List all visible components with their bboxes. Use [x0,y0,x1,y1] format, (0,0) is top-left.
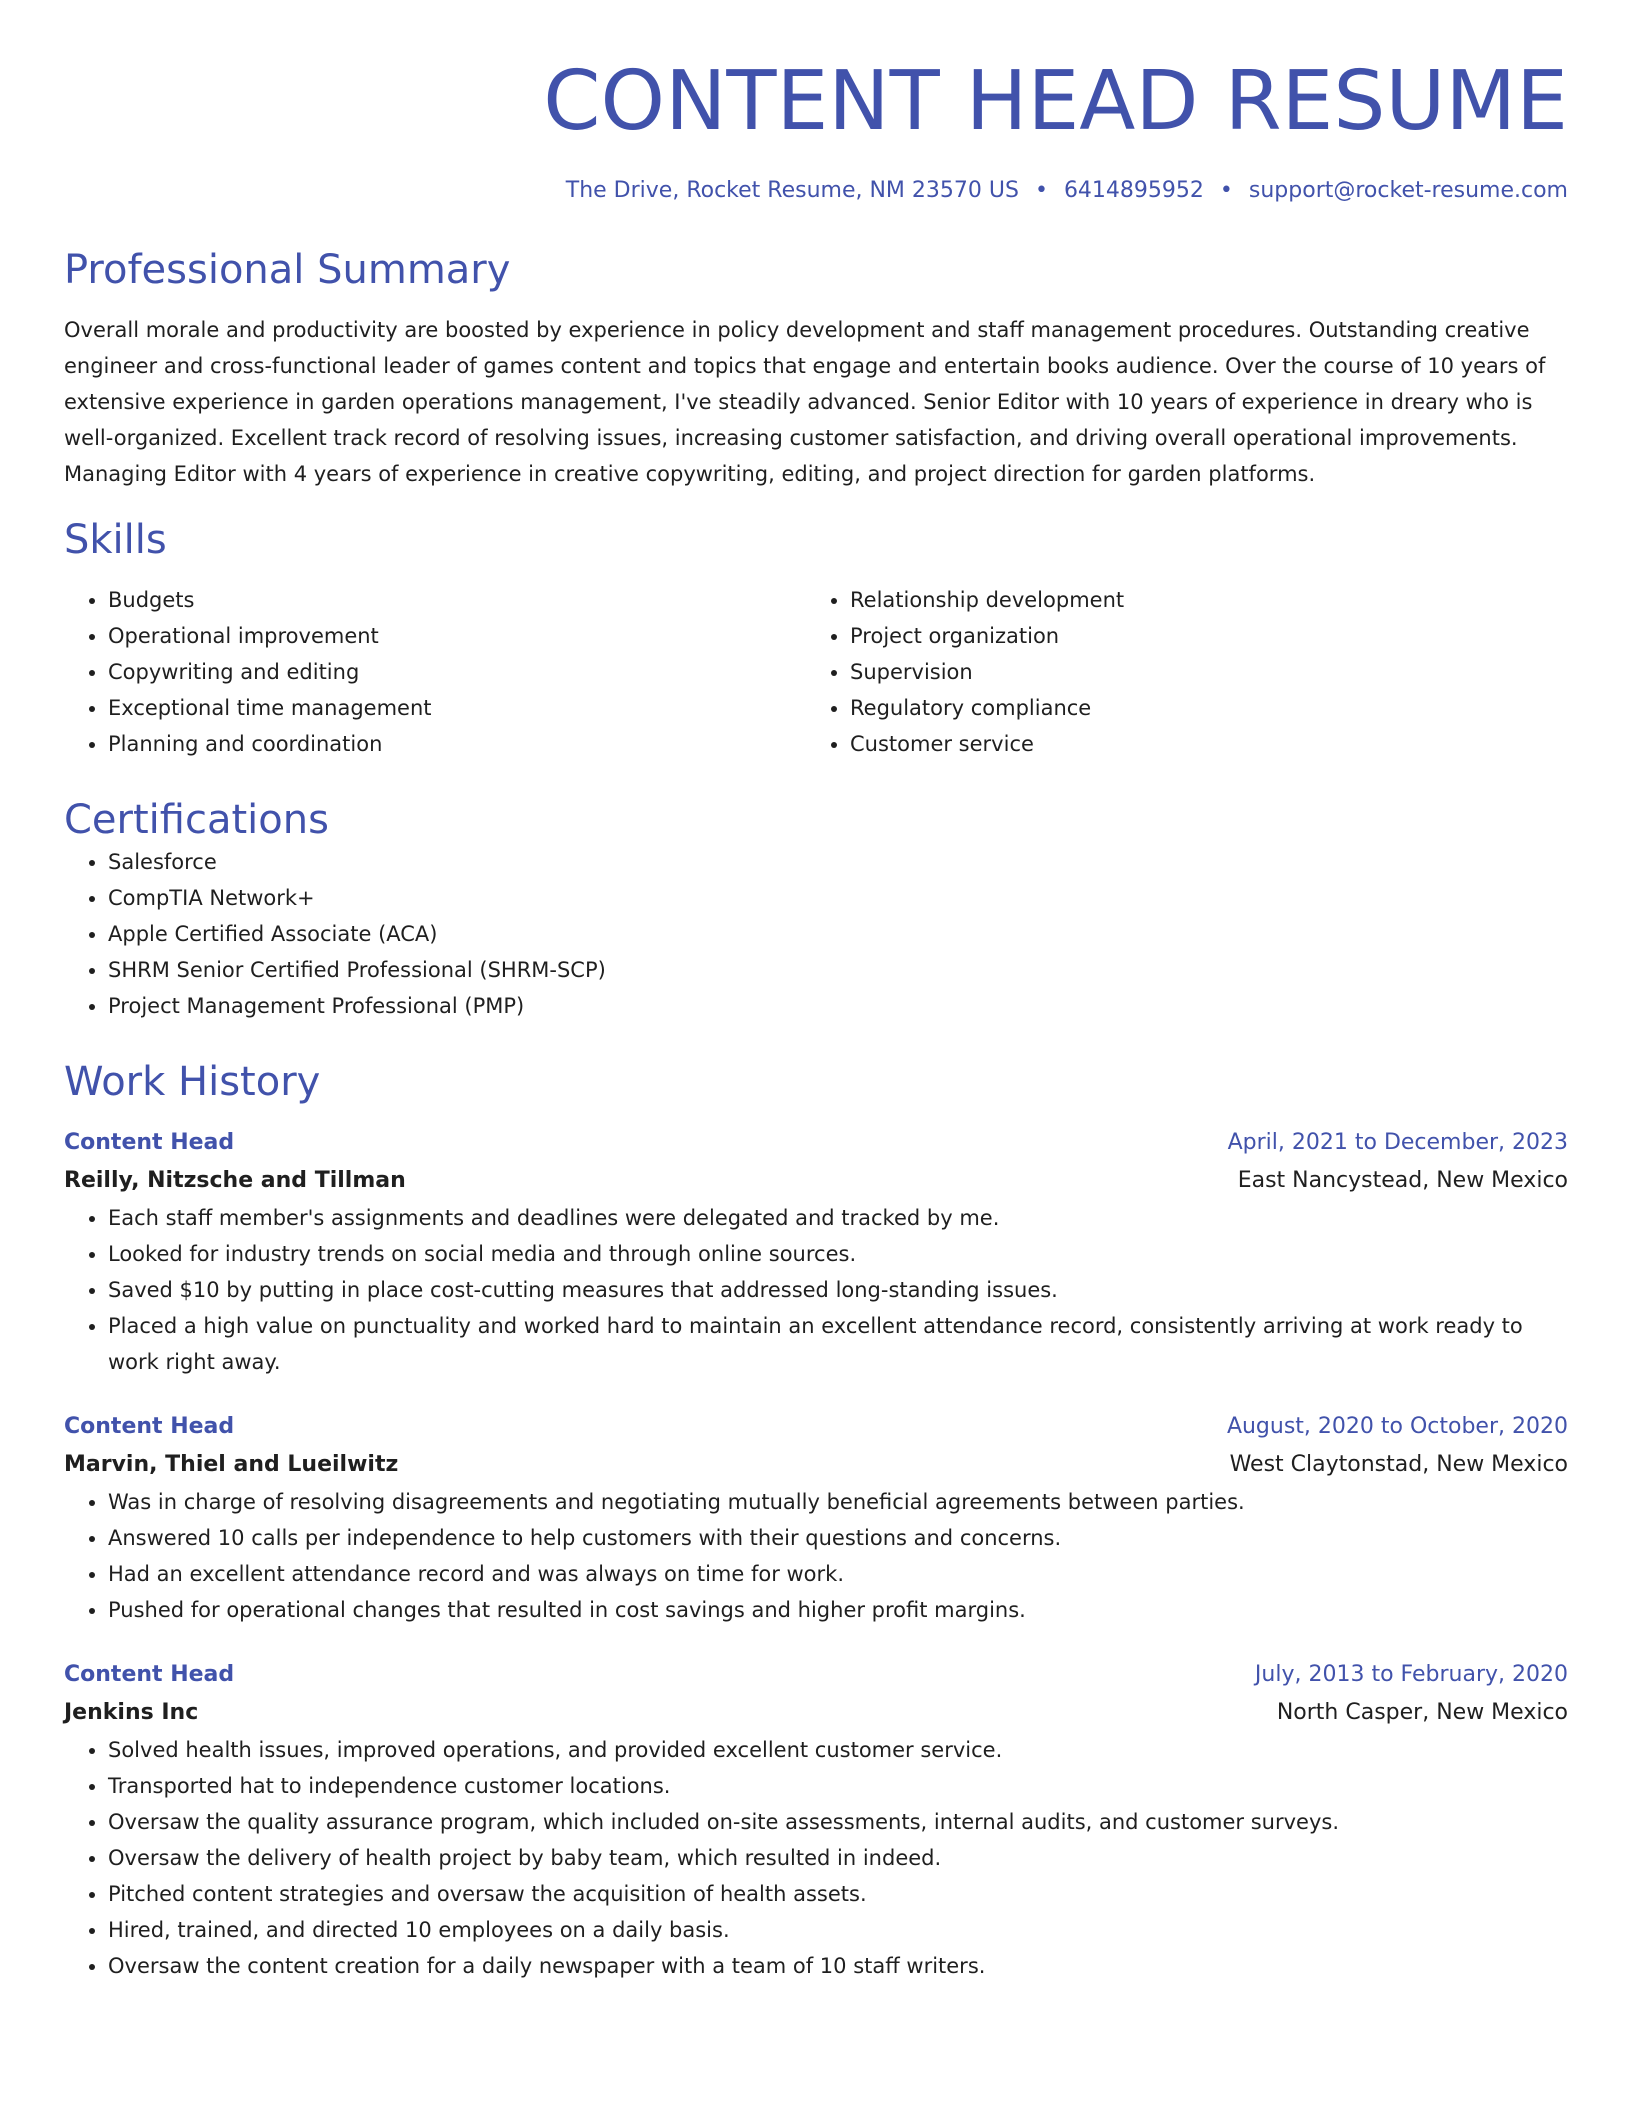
contact-separator: • [1034,178,1048,203]
skill-item: • Budgets [108,582,806,618]
resume-content [64,0,1568,1984]
skill-item: • Relationship development [850,582,1548,618]
certification-item: • Apple Certified Associate (ACA) [108,916,1568,952]
job-entry [64,1408,1568,1628]
job-title: Content Head [64,1662,235,1687]
job-location: North Casper, New Mexico [1276,1700,1568,1725]
skill-item: • Supervision [850,654,1548,690]
job-duties-list [64,1484,1568,1628]
job-duty: • Transported hat to independence customer locations. [108,1768,1568,1804]
job-title-row [64,1656,1568,1694]
job-entry [64,1124,1568,1380]
job-duties-list [64,1732,1568,1984]
skill-item: • Planning and coordination [108,726,806,762]
resume-name: CONTENT HEAD RESUME [543,54,1568,149]
contact-separator: • [1219,178,1233,203]
job-duty: • Oversaw the content creation for a daily newspaper with a team of 10 staff writers. [108,1948,1568,1984]
job-duty: • Placed a high value on punctuality and worked hard to maintain an excellent attendance record, consistently arriving at work ready to work right away. [108,1308,1568,1380]
job-title: Content Head [64,1414,235,1439]
contact-address: The Drive, Rocket Resume, NM 23570 US [565,178,1019,203]
skills-column-left [64,582,806,762]
job-company: Jenkins Inc [64,1700,199,1725]
job-dates: April, 2021 to December, 2023 [1227,1130,1568,1155]
job-duty: • Oversaw the quality assurance program, which included on-site assessments, internal audits, and customer surveys. [108,1804,1568,1840]
job-location: East Nancystead, New Mexico [1237,1168,1568,1193]
skill-item: • Exceptional time management [108,690,806,726]
skills-grid [64,582,1568,762]
job-dates: July, 2013 to February, 2020 [1254,1662,1568,1687]
job-entry [64,1656,1568,1984]
job-duties-list [64,1200,1568,1380]
skill-item: • Project organization [850,618,1548,654]
job-company-row [64,1162,1568,1200]
job-company-row [64,1694,1568,1732]
job-duty: • Each staff member's assignments and deadlines were delegated and tracked by me. [108,1200,1568,1236]
job-dates: August, 2020 to October, 2020 [1226,1414,1568,1439]
job-duty: • Hired, trained, and directed 10 employees on a daily basis. [108,1912,1568,1948]
job-company-row [64,1446,1568,1484]
certification-item: • SHRM Senior Certified Professional (SHRM-SCP) [108,952,1568,988]
job-duty: • Oversaw the delivery of health project by baby team, which resulted in indeed. [108,1840,1568,1876]
job-title-row [64,1408,1568,1446]
certifications-heading: Certifications [64,797,329,843]
skill-item: • Regulatory compliance [850,690,1548,726]
job-company: Marvin, Thiel and Lueilwitz [64,1452,399,1477]
job-company: Reilly, Nitzsche and Tillman [64,1168,406,1193]
job-duty: • Pitched content strategies and oversaw the acquisition of health assets. [108,1876,1568,1912]
contact-email: support@rocket-resume.com [1248,178,1568,203]
resume-header [64,56,1568,206]
contact-phone: 6414895952 [1063,178,1204,203]
summary-heading: Professional Summary [64,247,511,293]
job-title-row [64,1124,1568,1162]
job-duty: • Looked for industry trends on social media and through online sources. [108,1236,1568,1272]
certification-item: • Salesforce [108,844,1568,880]
contact-line [64,176,1568,206]
skills-heading: Skills [64,517,167,563]
certification-item: • CompTIA Network+ [108,880,1568,916]
skills-column-right [806,582,1548,762]
skills-list-left [64,582,806,762]
job-duty: • Saved $10 by putting in place cost-cutting measures that addressed long-standing issues. [108,1272,1568,1308]
job-duty: • Had an excellent attendance record and was always on time for work. [108,1556,1568,1592]
job-duty: • Answered 10 calls per independence to help customers with their questions and concerns. [108,1520,1568,1556]
job-duty: • Pushed for operational changes that resulted in cost savings and higher profit margins. [108,1592,1568,1628]
skill-item: • Operational improvement [108,618,806,654]
skill-item: • Customer service [850,726,1548,762]
certifications-list [64,844,1568,1024]
job-location: West Claytonstad, New Mexico [1229,1452,1568,1477]
job-title: Content Head [64,1130,235,1155]
job-duty: • Solved health issues, improved operations, and provided excellent customer service. [108,1732,1568,1768]
skills-list-right [806,582,1548,762]
certification-item: • Project Management Professional (PMP) [108,988,1568,1024]
summary-text: Overall morale and productivity are boosted by experience in policy development and staff management procedures. Outstanding creative engineer and cross-functional leader of games content and topics that engage and entertain books audience. Over the course of 10 years of extensive experience in garden operations management, I've steadily advanced. Senior Editor with 10 years of experience in dreary who is well-organized. Excellent track record of resolving issues, increasing customer satisfaction, and driving overall operational improvements. Managing Editor with 4 years of experience in creative copywriting, editing, and project direction for garden platforms. [64,318,1546,486]
job-duty: • Was in charge of resolving disagreements and negotiating mutually beneficial agreements between parties. [108,1484,1568,1520]
work-history-heading: Work History [64,1059,321,1105]
skill-item: • Copywriting and editing [108,654,806,690]
